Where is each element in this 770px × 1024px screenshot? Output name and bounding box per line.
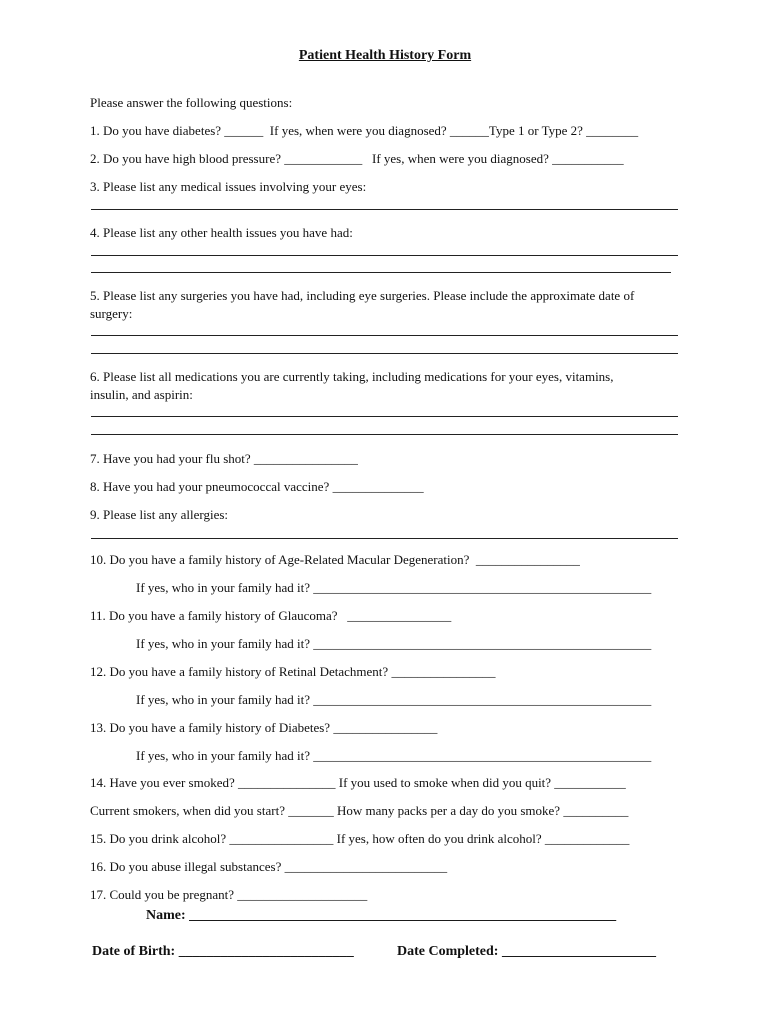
question-2: 2. Do you have high blood pressure? ____________ If yes, when were you diagnosed? ___________ — [90, 151, 624, 166]
page-title: Patient Health History Form — [298, 48, 472, 63]
question-3: 3. Please list any medical issues involving your eyes: — [90, 179, 367, 194]
question-7: 7. Have you had your flu shot? ________________ — [90, 451, 358, 466]
question-1: 1. Do you have diabetes? ______ If yes, when were you diagnosed? ______Type 1 or Type 2? ________ — [90, 123, 639, 138]
question-16: 16. Do you abuse illegal substances? _________________________ — [90, 859, 448, 874]
answer-line[interactable] — [91, 353, 678, 354]
question-13-followup: If yes, who in your family had it? ____________________________________________________ — [136, 748, 652, 763]
question-4: 4. Please list any other health issues you have had: — [90, 225, 353, 240]
question-9: 9. Please list any allergies: — [90, 507, 229, 522]
question-8: 8. Have you had your pneumococcal vaccine? ______________ — [90, 479, 424, 494]
question-10: 10. Do you have a family history of Age-Related Macular Degeneration? ________________ — [90, 552, 580, 567]
question-6: 6. Please list all medications you are currently taking, including medications for your eyes, vitamins, — [90, 369, 614, 384]
answer-line[interactable] — [91, 434, 678, 435]
question-13: 13. Do you have a family history of Diabetes? ________________ — [90, 720, 438, 735]
question-11: 11. Do you have a family history of Glaucoma? ________________ — [90, 608, 452, 623]
date-completed-field[interactable]: Date Completed: ______________________ — [397, 944, 656, 959]
answer-line[interactable] — [91, 272, 671, 273]
name-field[interactable]: Name: _____________________________________________________________ — [146, 908, 617, 923]
question-5-cont: surgery: — [90, 306, 133, 321]
question-15: 15. Do you drink alcohol? ________________ If yes, how often do you drink alcohol? _____________ — [90, 831, 630, 846]
question-6-cont: insulin, and aspirin: — [90, 387, 193, 402]
answer-line[interactable] — [91, 335, 678, 336]
question-14-cont: Current smokers, when did you start? _______ How many packs per a day do you smoke? __________ — [90, 803, 629, 818]
answer-line[interactable] — [91, 416, 678, 417]
answer-line[interactable] — [91, 209, 678, 210]
question-12: 12. Do you have a family history of Retinal Detachment? ________________ — [90, 664, 496, 679]
answer-line[interactable] — [91, 255, 678, 256]
question-14: 14. Have you ever smoked? _______________ If you used to smoke when did you quit? ___________ — [90, 775, 626, 790]
intro-text: Please answer the following questions: — [90, 95, 293, 110]
question-11-followup: If yes, who in your family had it? ____________________________________________________ — [136, 636, 652, 651]
date-of-birth-field[interactable]: Date of Birth: _________________________ — [92, 944, 354, 959]
question-17: 17. Could you be pregnant? ____________________ — [90, 887, 368, 902]
answer-line[interactable] — [91, 538, 678, 539]
question-10-followup: If yes, who in your family had it? ____________________________________________________ — [136, 580, 652, 595]
question-12-followup: If yes, who in your family had it? ____________________________________________________ — [136, 692, 652, 707]
question-5: 5. Please list any surgeries you have had, including eye surgeries. Please include the approximate date of — [90, 288, 635, 303]
